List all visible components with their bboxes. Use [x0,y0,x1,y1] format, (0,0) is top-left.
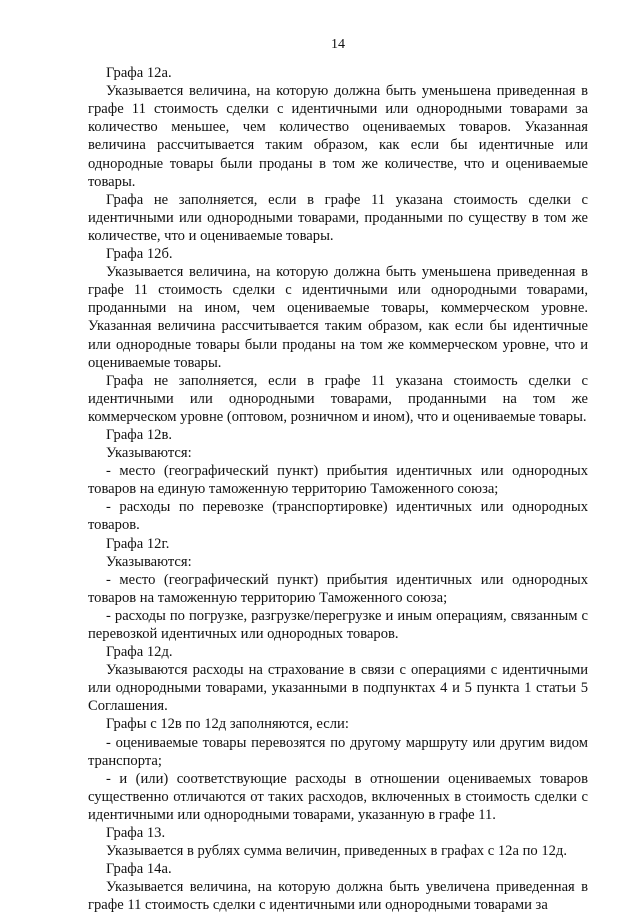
paragraph: - расходы по погрузке, разгрузке/перегрузке и иным операциям, связанным с перевозкой идентичных или однородных товаров. [88,607,588,642]
paragraph: Графы с 12в по 12д заполняются, если: [106,716,349,733]
section-heading: Графа 12б. [106,246,173,263]
page-number: 14 [331,37,345,52]
document-body [88,64,588,914]
paragraph: Графа не заполняется, если в графе 11 указана стоимость сделки с идентичными или однородными товарами, проданными на том же коммерческом уровне (оптовом, розничном и ином), что и оцениваемые товары. [88,372,588,425]
paragraph: - оцениваемые товары перевозятся по другому маршруту или другим видом транспорта; [88,734,588,769]
paragraph: - и (или) соответствующие расходы в отношении оцениваемых товаров существенно отличаются от таких расходов, включенных в стоимость сделки с идентичными или однородными товарами, указанную в графе 11. [88,770,588,823]
paragraph: - расходы по перевозке (транспортировке) идентичных или однородных товаров. [88,499,588,534]
paragraph: Графа не заполняется, если в графе 11 указана стоимость сделки с идентичными или однородными товарами, проданными по существу в том же количестве, что и оцениваемые товары. [88,191,588,244]
section-heading: Графа 12г. [106,535,170,552]
paragraph: Указывается величина, на которую должна быть уменьшена приведенная в графе 11 стоимость сделки с идентичными или однородными товарами, проданными на ином, чем оцениваемые товары, коммерческом уровне. Указанная величина рассчитывается таким образом, как если бы идентичные или однородные товары были проданы на том же коммерческом уровне, что и оцениваемые товары. [88,264,588,371]
section-heading: Графа 13. [106,825,166,842]
section-heading: Графа 12д. [106,644,173,661]
paragraph: - место (географический пункт) прибытия идентичных или однородных товаров на единую таможенную территорию Таможенного союза; [88,463,588,498]
section-heading: Указываются: [106,553,192,570]
paragraph: Указываются расходы на страхование в связи с операциями с идентичными или однородными товарами, указанными в подпунктах 4 и 5 пункта 1 статьи 5 Соглашения. [88,662,588,715]
paragraph: Указывается величина, на которую должна быть увеличена приведенная в графе 11 стоимость сделки с идентичными или однородными товарами за [88,879,588,914]
paragraph: - место (географический пункт) прибытия идентичных или однородных товаров на таможенную территорию Таможенного союза; [88,571,588,606]
paragraph: Указывается величина, на которую должна быть уменьшена приведенная в графе 11 стоимость сделки с идентичными или однородными товарами за количество меньшее, чем количество оцениваемых товаров. Указанная величина рассчитывается таким образом, как если бы идентичные или однородные товары были проданы в том же количестве, что и оцениваемые товары. [88,83,588,190]
section-heading: Графа 12в. [106,426,173,443]
section-heading: Графа 12а. [106,65,172,82]
section-heading: Графа 14а. [106,861,172,878]
section-heading: Указываются: [106,445,192,462]
paragraph: Указывается в рублях сумма величин, приведенных в графах с 12а по 12д. [106,843,568,860]
